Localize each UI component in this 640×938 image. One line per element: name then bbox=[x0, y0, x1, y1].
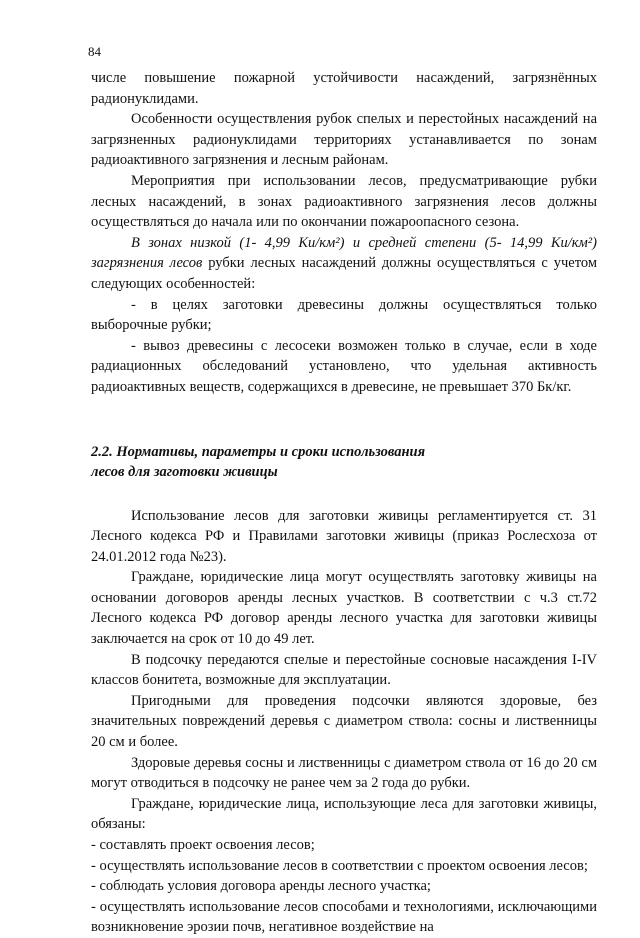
list-item: - составлять проект освоения лесов; bbox=[91, 837, 315, 853]
list-item: - осуществлять использование лесов в соответствии с проектом освоения лесов; bbox=[91, 857, 588, 874]
list-item: - осуществлять использование лесов способами и технологиями, исключающими возникновение эрозии почв, негативное воздействие на bbox=[91, 898, 597, 936]
paragraph: Граждане, юридические лица могут осуществлять заготовку живицы на основании договоров аренды лесных участков. В соответствии с ч.3 ст.72 Лесного кодекса РФ договор аренды лесного участка для заготовки живицы заключается на срок от 10 до 49 лет. bbox=[91, 569, 597, 648]
section-heading-line: 2.2. Нормативы, параметры и сроки использования bbox=[91, 443, 426, 460]
paragraph-zones bbox=[91, 233, 597, 295]
paragraph: Особенности осуществления рубок спелых и перестойных насаждений на загрязненных радионуклидами территориях устанавливается по зонам радиоактивного загрязнения и лесным районам. bbox=[91, 111, 597, 169]
list-item: - в целях заготовки древесины должны осуществляться только выборочные рубки; bbox=[91, 296, 597, 334]
paragraph: Использование лесов для заготовки живицы регламентируется ст. 31 Лесного кодекса РФ и Правилами заготовки живицы (приказ Рослесхоза от 24.01.2012 года №23). bbox=[91, 507, 597, 565]
section-heading-line: лесов для заготовки живицы bbox=[91, 463, 278, 480]
paragraph: Здоровые деревья сосны и лиственницы с диаметром ствола от 16 до 20 см могут отводиться в подсочку не ранее чем за 2 года до рубки. bbox=[91, 754, 597, 792]
paragraph: В подсочку передаются спелые и перестойные сосновые насаждения I-IV классов бонитета, возможные для эксплуатации. bbox=[91, 651, 597, 689]
page-number: 84 bbox=[88, 44, 101, 59]
page-body bbox=[91, 68, 597, 938]
list-item: - соблюдать условия договора аренды лесного участка; bbox=[91, 878, 431, 895]
section-heading bbox=[91, 442, 597, 482]
paragraph: числе повышение пожарной устойчивости насаждений, загрязнённых радионуклидами. bbox=[91, 70, 597, 107]
paragraph: Граждане, юридические лица, использующие леса для заготовки живицы, обязаны: bbox=[91, 795, 597, 833]
list-item: - вывоз древесины с лесосеки возможен только в случае, если в ходе радиационных обследований установлено, что удельная активность радиоактивных веществ, содержащихся в древесине, не превышает 370 Бк/кг. bbox=[91, 337, 597, 395]
paragraph: Мероприятия при использовании лесов, предусматривающие рубки лесных насаждений, в зонах радиоактивного загрязнения лесов должны осуществляться до начала или по окончании пожароопасного сезона. bbox=[91, 172, 597, 231]
paragraph: Пригодными для проведения подсочки являются здоровые, без значительных повреждений деревья с диаметром ствола: сосны и лиственницы 20 см и более. bbox=[91, 692, 597, 751]
italic-text: В зонах низкой (1- 4,99 Ки/км²) и средней степени (5- 14,99 Ки/км²) загрязнения лесов bbox=[91, 234, 597, 272]
paragraph-text: рубки лесных насаждений должны осуществляться с учетом следующих особенностей: bbox=[91, 255, 597, 292]
